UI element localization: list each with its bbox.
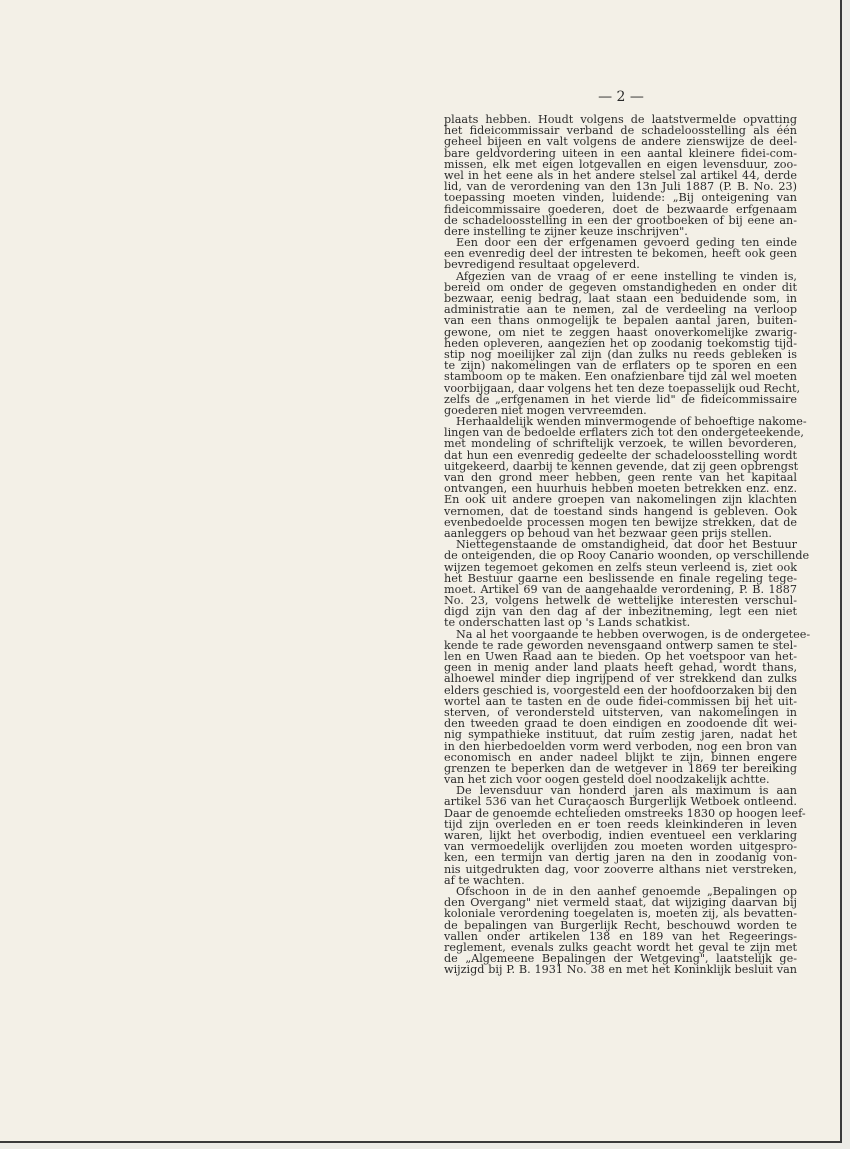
text-line: de onteigenden, die op Rooy Canario woonden, op verschillende bbox=[444, 549, 810, 563]
text-line: alhoewel minder diep ingrijpend of ver strekkend dan zulks bbox=[444, 672, 797, 686]
text-line: nis uitgedrukten dag, voor zooverre althans niet verstreken, bbox=[444, 862, 797, 876]
text-column bbox=[444, 113, 811, 977]
text-line: de bepalingen van Burgerlijk Recht, beschouwd worden te bbox=[444, 918, 797, 932]
text-line: len en Uwen Raad aan te bieden. Op het voetspoor van het- bbox=[444, 650, 797, 663]
text-line: vallen onder artikelen 138 en 189 van het Regeerings- bbox=[444, 929, 797, 943]
text-line: goederen niet mogen vervreemden. bbox=[444, 403, 647, 417]
text-line: te onderschatten last op 's Lands schatkist. bbox=[444, 616, 691, 630]
text-line: de schadeloosstelling in een der grootboeken of bij eene an- bbox=[444, 213, 797, 227]
text-line: tijd zijn overleden en er toen reeds kleinkinderen in leven bbox=[444, 817, 797, 831]
text-line: ontvangen, een huurhuis hebben moeten betrekken enz. enz. bbox=[444, 482, 797, 496]
text-line: bezwaar, eenig bedrag, laat staan een beduidende som, in bbox=[444, 292, 797, 305]
text-line: reglement, evenals zulks geacht wordt het geval te zijn met bbox=[444, 940, 797, 954]
text-line: Niettegenstaande de omstandigheid, dat door het Bestuur bbox=[456, 538, 797, 552]
text-line: gewone, om niet te zeggen haast onoverkomelijke zwarig- bbox=[444, 325, 797, 339]
text-line: dat hun een evenredig gedeelte der schadeloosstelling wordt bbox=[444, 448, 797, 462]
text-line: met mondeling of schriftelijk verzoek, te willen bevorderen, bbox=[444, 437, 797, 451]
text-line: De levensduur van honderd jaren als maximum is aan bbox=[456, 784, 797, 798]
text-line: in den hierbedoelden vorm werd verboden, nog een bron van bbox=[444, 739, 797, 753]
text-line: waren, lijkt het overbodig, indien eventueel een verklaring bbox=[444, 829, 797, 842]
text-line: bevredigend resultaat opgeleverd. bbox=[444, 258, 640, 272]
text-line: grenzen te beperken dan de wetgever in 1869 ter bereiking bbox=[444, 761, 797, 775]
text-line: van een thans onmogelijk te bepalen aantal jaren, buiten- bbox=[444, 314, 797, 328]
text-line: elders geschied is, voorgesteld een der hoofdoorzaken bij den bbox=[444, 683, 797, 697]
text-line: Ofschoon in de in den aanhef genoemde „Bepalingen op bbox=[456, 884, 797, 898]
text-line: den tweeden graad te doen eindigen en zoodoende dit wei- bbox=[444, 717, 797, 731]
text-line: Daar de genoemde echtelieden omstreeks 1830 op hoogen leef- bbox=[444, 806, 806, 820]
text-line: te zijn) nakomelingen van de erflaters op te sporen en een bbox=[444, 359, 797, 373]
text-line: de „Algemeene Bepalingen der Wetgeving", laatstelijk ge- bbox=[444, 952, 797, 966]
text-line: fideicommissaire goederen, doet de bezwaarde erfgenaam bbox=[444, 202, 797, 216]
page-number: — 2 — bbox=[598, 89, 644, 105]
text-line: zelfs de „erfgenamen in het vierde lid" de fideicommissaire bbox=[444, 392, 797, 406]
text-line: koloniale verordening toegelaten is, moeten zij, als bevatten- bbox=[444, 907, 797, 921]
text-line: wortel aan te tasten en de oude fidei-commissen bij het uit- bbox=[444, 694, 797, 708]
text-line: van het zich voor oogen gesteld doel noodzakelijk achtte. bbox=[444, 773, 770, 787]
text-line: nig sympathieke instituut, dat ruim zestig jaren, nadat het bbox=[444, 728, 797, 742]
text-line: dere instelling te zijner keuze inschrijven". bbox=[444, 224, 688, 238]
text-line: van den grond meer hebben, geen rente van het kapitaal bbox=[444, 471, 797, 484]
text-line: wijzigd bij P. B. 1931 No. 38 en met het Koninklijk besluit van bbox=[444, 963, 797, 977]
text-line: van vermoedelijk overlijden zou moeten worden uitgespro- bbox=[444, 840, 797, 854]
text-line: af te wachten. bbox=[444, 873, 525, 887]
text-line: uitgekeerd, daarbij te kennen gevende, dat zij geen opbrengst bbox=[444, 459, 799, 473]
text-line: geen in menig ander land plaats heeft gehad, wordt thans, bbox=[444, 661, 797, 675]
text-line: ken, een termijn van dertig jaren na den in zoodanig von- bbox=[444, 851, 797, 865]
text-line: administratie aan te nemen, zal de verdeeling na verloop bbox=[444, 303, 797, 317]
text-line: het Bestuur gaarne een beslissende en finale regeling tege- bbox=[444, 571, 797, 585]
text-line: heden opleveren, aangezien het op zoodanig toekomstig tijd- bbox=[444, 336, 797, 350]
text-line: No. 23, volgens hetwelk de wettelijke interesten verschul- bbox=[444, 594, 797, 608]
text-line: een evenredig deel der intresten te bekomen, heeft ook geen bbox=[444, 247, 797, 261]
text-line: artikel 536 van het Curaçaosch Burgerlijk Wetboek ontleend. bbox=[444, 795, 797, 809]
text-line: wijzen tegemoet gekomen en zelfs steun verleend is, ziet ook bbox=[444, 560, 797, 574]
text-line: economisch en ander nadeel blijkt te zijn, binnen engere bbox=[444, 750, 797, 764]
text-line: stip nog moeilijker zal zijn (dan zulks nu reeds gebleken is bbox=[444, 347, 797, 361]
text-line: aanleggers op behoud van het bezwaar geen prijs stellen. bbox=[444, 526, 772, 540]
text-line: den Overgang" niet vermeld staat, dat wijziging daarvan bij bbox=[444, 896, 797, 910]
text-line: geheel bijeen en valt volgens de andere zienswijze de deel- bbox=[444, 135, 797, 149]
text-line: digd zijn van den dag af der inbezitneming, legt een niet bbox=[444, 605, 797, 619]
text-line: lingen van de bedoelde erflaters zich tot den ondergeteekende, bbox=[444, 426, 804, 440]
text-line: Een door een der erfgenamen gevoerd geding ten einde bbox=[456, 236, 797, 250]
text-line: evenbedoelde processen mogen ten bewijze strekken, dat de bbox=[444, 515, 797, 529]
text-line: missen, elk met eigen lotgevallen en eigen levensduur, zoo- bbox=[444, 157, 797, 171]
text-line: toepassing moeten vinden, luidende: „Bij onteigening van bbox=[444, 191, 797, 205]
text-line: kende te rade geworden nevensgaand ontwerp samen te stel- bbox=[444, 638, 797, 652]
text-line: Na al het voorgaande te hebben overwogen, is de ondergetee- bbox=[456, 627, 811, 641]
text-line: moet. Artikel 69 van de aangehaalde verordening, P. B. 1887 bbox=[444, 582, 797, 596]
text-line: sterven, of verondersteld uitsterven, van nakomelingen in bbox=[444, 705, 797, 719]
text-line: wel in het eene als in het andere stelsel zal artikel 44, derde bbox=[444, 168, 797, 182]
text-line: bereid om onder de gegeven omstandigheden en onder dit bbox=[444, 280, 797, 294]
text-line: bare geldvordering uiteen in een aantal kleinere fidei-com- bbox=[444, 146, 797, 160]
text-line: En ook uit andere groepen van nakomelingen zijn klachten bbox=[444, 493, 797, 507]
text-line: Afgezien van de vraag of er eene instelling te vinden is, bbox=[456, 269, 797, 283]
text-line: het fideicommissair verband de schadeloosstelling als één bbox=[444, 124, 797, 138]
text-line: Herhaaldelijk wenden minvermogende of behoeftige nakome- bbox=[456, 415, 807, 429]
text-line: plaats hebben. Houdt volgens de laatstvermelde opvatting bbox=[444, 113, 797, 126]
text-line: voorbijgaan, daar volgens het ten deze toepasselijk oud Recht, bbox=[444, 381, 801, 395]
text-line: lid, van de verordening van den 13n Juli 1887 (P. B. No. 23) bbox=[444, 180, 797, 194]
text-line: stamboom op te maken. Een onafzienbare tijd zal wel moeten bbox=[444, 370, 797, 384]
text-line: vernomen, dat de toestand sinds hangend is gebleven. Ook bbox=[444, 504, 797, 518]
